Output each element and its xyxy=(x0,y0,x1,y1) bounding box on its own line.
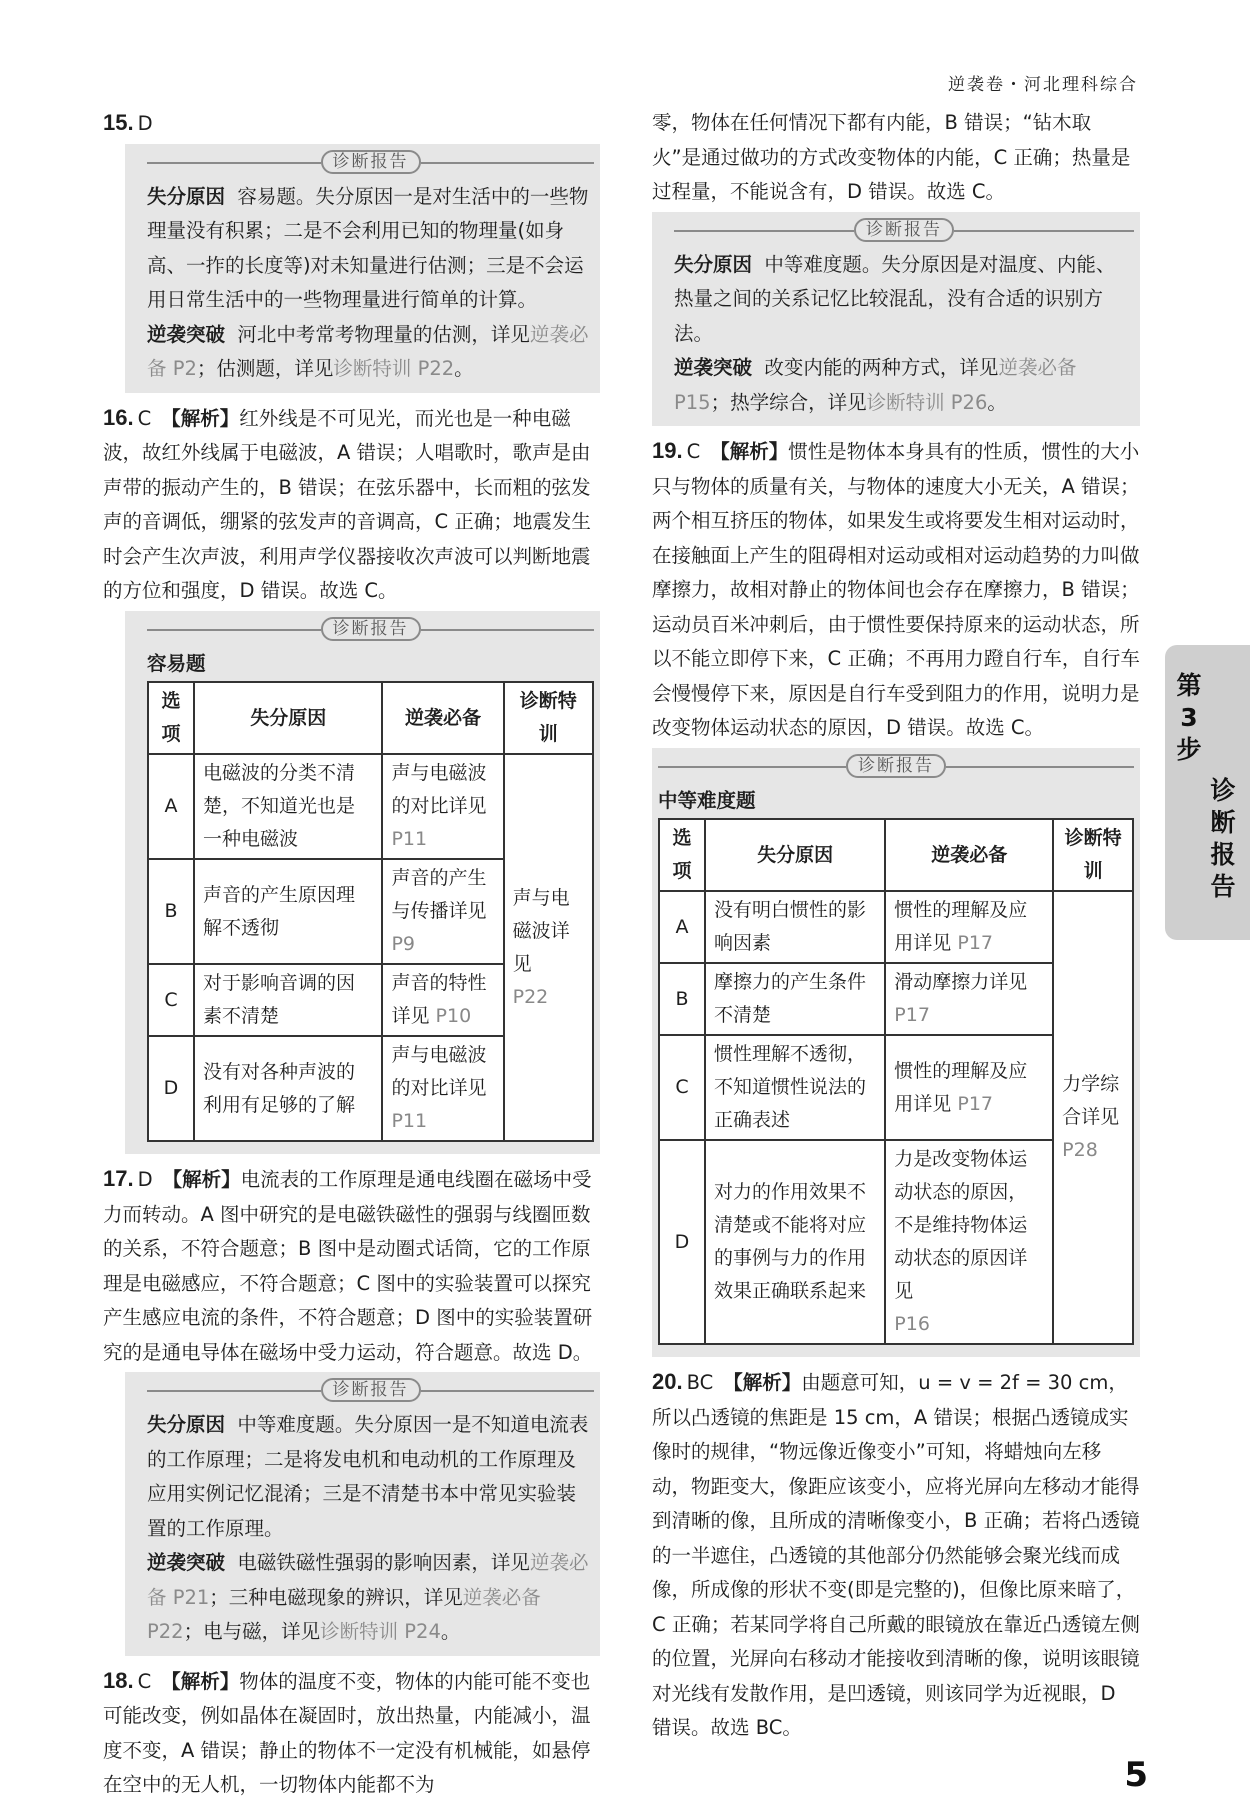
diagnosis-title: 诊断报告 xyxy=(147,144,594,180)
diagnosis-title: 诊断报告 xyxy=(658,748,1134,784)
table-row: A 没有明白惯性的影响因素 惯性的理解及应用详见 P17 力学综合详见 P28 xyxy=(659,891,1133,963)
question-16: 16. C 【解析】红外线是不可见光，而光也是一种电磁波，故红外线属于电磁波，A 错误；人唱歌时，歌声是由声带的振动产生的，B 错误；在弦乐器中，长而粗的弦发声的音调低，绷紧的弦发声的音调高，C 正确；地震发生时会产生次声波，利用声学仪器接收次声波可以判断地震的方位和强度，D 错误。故选 C。 xyxy=(103,404,591,602)
question-17: 17. D 【解析】电流表的工作原理是通电线圈在磁场中受力而转动。A 图中研究的是电磁铁磁性的强弱与线圈匝数的关系，不符合题意；B 图中是动圈式话筒，它的工作原理是电磁感应，不符合题意；C 图中的实验装置可以探究产生感应电流的条件，不符合题意；D 图中的实验装置研究的是通电导体在磁场中受力运动，符合题意。故选 D。 xyxy=(103,1166,593,1364)
table-row: C 惯性理解不透彻，不知道惯性说法的正确表述 惯性的理解及应用详见 P17 xyxy=(659,1035,1133,1140)
diagnosis-box-19: 诊断报告 中等难度题 选项 失分原因 逆袭必备 诊断特训 A 没有明白惯性的影响因素 惯性的理解及应用详见 P17 力学综合详见 P28 B 摩擦力的产生条件不清楚 滑动摩擦力详见 P17 C 惯性理解不透彻，不知道惯性说法的正确表述 惯性的理解及应用详见 P17 D 对力的作用效果不清楚或不能将对应的事例与力的作用效果正确联系起来 力是改变物体运动状态的原因，不是维持物体运动状态的原因详见 P16 xyxy=(652,748,1140,1358)
left-column xyxy=(103,106,600,1803)
question-19: 19. C 【解析】惯性是物体本身具有的性质，惯性的大小只与物体的质量有关，与物体的速度大小无关，A 错误；两个相互挤压的物体，如果发生或将要发生相对运动时，在接触面上产生的阻碍相对运动或相对运动趋势的力叫做摩擦力，故相对静止的物体间也会存在摩擦力，B 错误；运动员百米冲刺后，由于惯性要保持原来的运动状态，所以不能立即停下来，C 正确；不再用力蹬自行车，自行车会慢慢停下来，原因是自行车受到阻力的作用，说明力是改变物体运动状态的原因，D 错误。故选 C。 xyxy=(652,438,1140,739)
question-15: 15. D xyxy=(103,110,153,135)
table-row: A 电磁波的分类不清楚，不知道光也是一种电磁波 声与电磁波的对比详见 P11 声与电磁波详见 P22 xyxy=(148,754,593,859)
page-number: 5 xyxy=(1124,1755,1148,1795)
right-column xyxy=(652,106,1140,1746)
diagnosis-table-19: 选项 失分原因 逆袭必备 诊断特训 A 没有明白惯性的影响因素 惯性的理解及应用详见 P17 力学综合详见 P28 B 摩擦力的产生条件不清楚 滑动摩擦力详见 P17 C 惯性理解不透彻，不知道惯性说法的正确表述 惯性的理解及应用详见 P17 D 对力的作用效果不清楚或不能将对应的事例与力的作用效果正确联系起来 力是改变物体运动状态的原因，不是维持物体运动状态的原因详见 P16 xyxy=(658,818,1134,1345)
step-label: 第 3 步 xyxy=(1176,671,1202,764)
diagnosis-box-16: 诊断报告 容易题 选项 失分原因 逆袭必备 诊断特训 A 电磁波的分类不清楚，不知道光也是一种电磁波 声与电磁波的对比详见 P11 声与电磁波详见 P22 B 声音的产生原因理解不透彻 声音的产生与传播详见 P9 C 对于影响音调的因素不清楚 声音的特性详见 P10 D 没有对各种声波的利用有足够的了解 声与电磁波的对比详见 P11 xyxy=(125,611,600,1155)
diagnosis-title: 诊断报告 xyxy=(674,212,1134,248)
table-row: B 声音的产生原因理解不透彻 声音的产生与传播详见 P9 xyxy=(148,859,593,964)
side-tab xyxy=(1165,645,1250,940)
table-row: D 对力的作用效果不清楚或不能将对应的事例与力的作用效果正确联系起来 力是改变物体运动状态的原因，不是维持物体运动状态的原因详见 P16 xyxy=(659,1140,1133,1344)
table-row: B 摩擦力的产生条件不清楚 滑动摩擦力详见 P17 xyxy=(659,963,1133,1035)
diagnosis-box-15: 诊断报告 失分原因 容易题。失分原因一是对生活中的一些物理量没有积累；二是不会利用已知的物理量(如身高、一拃的长度等)对未知量进行估测；三是不会运用日常生活中的一些物理量进行简单的计算。 逆袭突破 河北中考常考物理量的估测，详见逆袭必备 P2；估测题，详见诊断特训 P22。 xyxy=(125,144,600,393)
question-18: 18. C 【解析】物体的温度不变，物体的内能可能不变也可能改变，例如晶体在凝固时，放出热量，内能减小，温度不变，A 错误；静止的物体不一定没有机械能，如悬停在空中的无人机，一切物体内能都不为 xyxy=(103,1667,591,1796)
table-row: D 没有对各种声波的利用有足够的了解 声与电磁波的对比详见 P11 xyxy=(148,1036,593,1141)
diagnosis-box-17: 诊断报告 失分原因 中等难度题。失分原因一是不知道电流表的工作原理；二是将发电机和电动机的工作原理及应用实例记忆混淆；三是不清楚书本中常见实验装置的工作原理。 逆袭突破 电磁铁磁性强弱的影响因素，详见逆袭必备 P21；三种电磁现象的辨识，详见逆袭必备 P22；电与磁，详见诊断特训 P24。 xyxy=(125,1372,600,1656)
question-20: 20. BC 【解析】由题意可知，u = v = 2f = 30 cm，所以凸透镜的焦距是 15 cm，A 错误；根据凸透镜成实像时的规律，“物远像近像变小”可知，将蜡烛向左移动，物距变大，像距应该变小，应将光屏向左移动才能得到清晰的像，且所成的清晰像变小，B 正确；若将凸透镜的一半遮住，凸透镜的其他部分仍然能够会聚光线而成像，所成像的形状不变(即是完整的)，但像比原来暗了，C 正确；若某同学将自己所戴的眼镜放在靠近凸透镜左侧的位置，光屏向右移动才能接收到清晰的像，说明该眼镜对光线有发散作用，是凹透镜，则该同学为近视眼，D 错误。故选 BC。 xyxy=(652,1369,1140,1739)
page-header: 逆袭卷・河北理科综合 xyxy=(948,75,1138,95)
diagnosis-title: 诊断报告 xyxy=(147,611,594,647)
diagnosis-title: 诊断报告 xyxy=(147,1372,594,1408)
question-18-continued: 零，物体在任何情况下都有内能，B 错误；“钻木取火”是通过做功的方式改变物体的内能，C 正确；热量是过程量，不能说含有，D 错误。故选 C。 xyxy=(652,111,1131,203)
diagnosis-table-16: 选项 失分原因 逆袭必备 诊断特训 A 电磁波的分类不清楚，不知道光也是一种电磁波 声与电磁波的对比详见 P11 声与电磁波详见 P22 B 声音的产生原因理解不透彻 声音的产生与传播详见 P9 C 对于影响音调的因素不清楚 声音的特性详见 P10 D 没有对各种声波的利用有足够的了解 声与电磁波的对比详见 P11 xyxy=(147,681,594,1142)
diagnosis-box-18: 诊断报告 失分原因 中等难度题。失分原因是对温度、内能、热量之间的关系记忆比较混乱，没有合适的识别方法。 逆袭突破 改变内能的两种方式，详见逆袭必备 P15；热学综合，详见诊断特训 P26。 xyxy=(652,212,1140,427)
table-row: C 对于影响音调的因素不清楚 声音的特性详见 P10 xyxy=(148,964,593,1036)
side-tab-title: 诊断报告 xyxy=(1210,776,1236,901)
